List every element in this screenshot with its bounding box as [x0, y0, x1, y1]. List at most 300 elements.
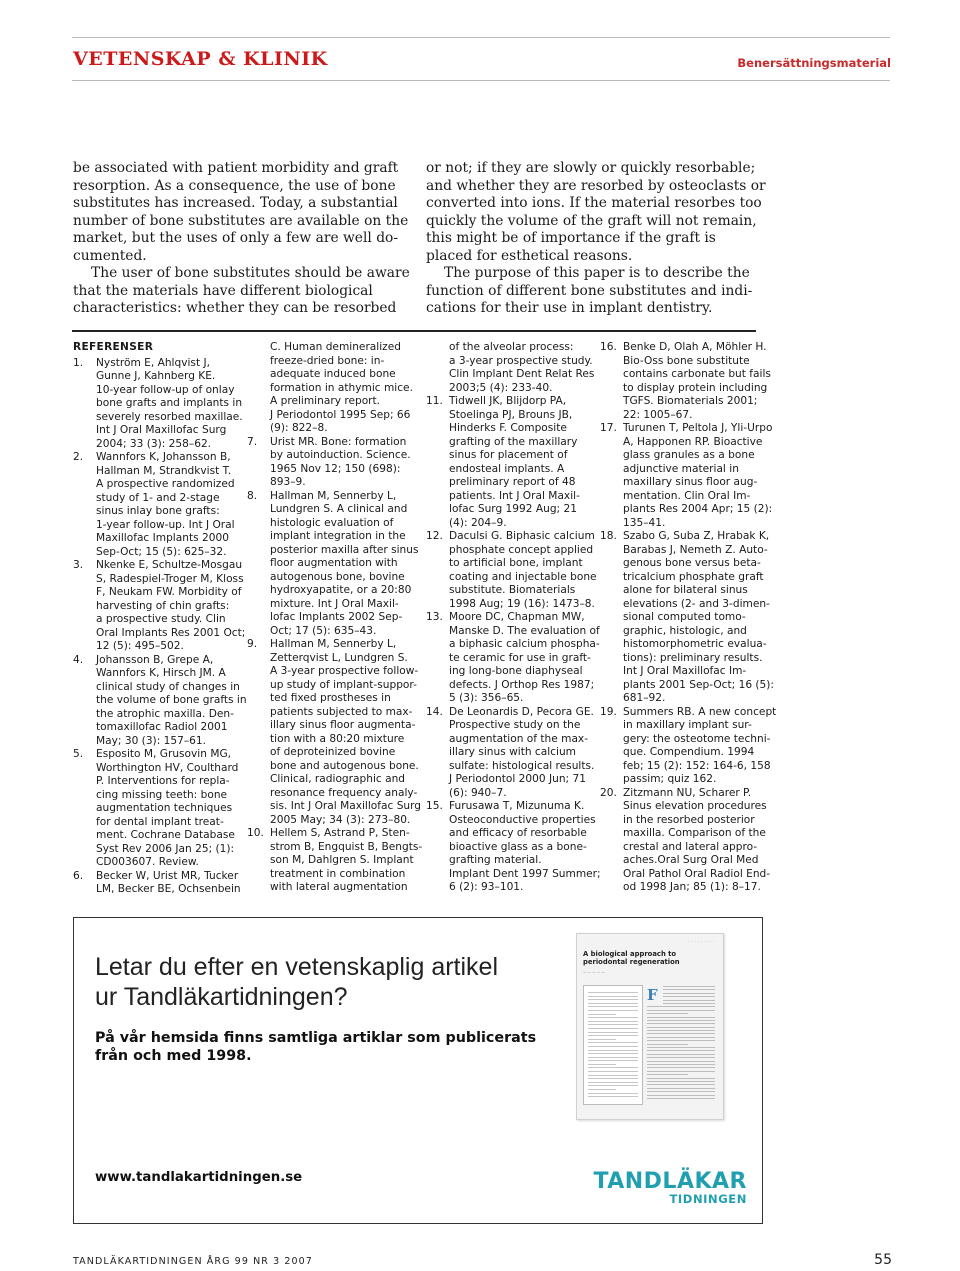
reference-line: clinical study of changes in	[96, 680, 240, 693]
reference-line: sional computed tomo-	[623, 611, 746, 623]
reference-number: 17.	[600, 422, 617, 434]
cover-abstract-line	[588, 996, 638, 997]
reference-line: passim; quiz 162.	[623, 773, 717, 785]
reference-line: formation in athymic mice.	[270, 381, 413, 394]
advertisement-box	[73, 917, 763, 1224]
section-title: VETENSKAP & KLINIK	[73, 48, 328, 70]
cover-abstract-line	[588, 1039, 616, 1040]
reference-line: 22: 1005–67.	[623, 408, 693, 421]
reference-number: 16.	[600, 341, 617, 353]
reference-line: Hallman M, Sennerby L,	[270, 489, 397, 502]
cover-text-line	[647, 1017, 715, 1018]
reference-line: Barabas J, Nemeth Z. Auto-	[623, 543, 768, 556]
reference-line: adequate induced bone	[270, 368, 396, 380]
reference-line: posterior maxilla after sinus	[270, 543, 419, 556]
reference-number: 13.	[426, 611, 443, 623]
reference-line: son M, Dahlgren S. Implant	[270, 854, 414, 866]
reference-number: 14.	[426, 705, 443, 718]
reference-line: maxillary sinus floor aug-	[623, 476, 758, 488]
reference-line: Bio-Oss bone substitute	[623, 354, 750, 367]
reference-line: 1965 Nov 12; 150 (698):	[270, 462, 401, 475]
cover-abstract-line	[588, 1075, 638, 1076]
reference-line: a biphasic calcium phospha-	[449, 638, 600, 650]
reference-number: 3.	[73, 559, 84, 571]
reference-item	[247, 341, 412, 436]
reference-line: Daculsi G. Biphasic calcium	[449, 530, 595, 542]
ad-website-link[interactable]: www.tandlakartidningen.se	[95, 1170, 303, 1185]
cover-abstract-line	[588, 1089, 616, 1090]
reference-item	[247, 489, 419, 639]
reference-number: 1.	[73, 356, 84, 369]
reference-line: harvesting of chin grafts:	[96, 599, 230, 612]
reference-item	[600, 530, 775, 706]
cover-abstract-line	[588, 1067, 638, 1068]
reference-line: defects. J Orthop Res 1987;	[449, 678, 595, 691]
reference-line: Benke D, Olah A, Möhler H.	[623, 341, 767, 353]
reference-number: 6.	[73, 869, 84, 882]
reference-line: Oral Implants Res 2001 Oct;	[96, 626, 246, 639]
reference-line: of deproteinized bovine	[270, 746, 396, 758]
reference-item	[426, 341, 595, 395]
reference-line: 5 (3): 356–65.	[449, 692, 524, 704]
references-column-2	[247, 341, 423, 895]
cover-abstract-line	[588, 1053, 638, 1054]
reference-line: Gunne J, Kahnberg KE.	[96, 370, 216, 382]
cover-abstract-line	[588, 1057, 638, 1058]
body-line: characteristics: whether they can be resorbed	[73, 300, 397, 316]
reference-line: Becker W, Urist MR, Tucker	[96, 869, 239, 882]
cover-text-line	[647, 1040, 715, 1041]
body-column-left	[73, 160, 413, 318]
cover-text-line	[647, 1078, 715, 1079]
reference-line: to display protein including	[623, 381, 768, 394]
reference-line: 12 (5): 495–502.	[96, 640, 184, 652]
reference-line: hydroxyapatite, or a 20:80	[270, 584, 412, 596]
reference-line: substitute. Biomaterials	[449, 584, 576, 596]
reference-item	[247, 827, 423, 895]
reference-line: 6 (2): 93–101.	[449, 881, 524, 893]
ad-subheading-line: från och med 1998.	[95, 1048, 252, 1064]
reference-item	[73, 559, 246, 654]
reference-line: May; 30 (3): 157–61.	[96, 734, 206, 747]
reference-line: Worthington HV, Coulthard	[96, 761, 239, 774]
cover-abstract-line	[588, 1082, 638, 1083]
reference-line: glass granules as a bone	[623, 449, 755, 461]
cover-text-line	[647, 1010, 715, 1011]
cover-abstract-line	[588, 1035, 638, 1036]
reference-item	[73, 869, 241, 897]
body-line: be associated with patient morbidity and graft	[73, 160, 399, 176]
body-paragraph	[426, 160, 766, 265]
reference-line: Hallman M, Strandkvist T.	[96, 464, 232, 477]
reference-item	[426, 800, 601, 895]
cover-abstract-line	[588, 1093, 638, 1094]
reference-line: the volume of bone grafts in	[96, 694, 247, 706]
cover-author-line: — — — — —	[583, 970, 605, 974]
cover-text-line	[647, 1071, 715, 1072]
reference-line: maxilla. Comparison of the	[623, 827, 766, 839]
cover-abstract-line	[588, 992, 638, 993]
reference-line: Sinus elevation procedures	[623, 800, 767, 812]
body-line: quickly the volume of the graft will not remain,	[426, 212, 757, 229]
reference-line: Implant Dent 1997 Summer;	[449, 867, 601, 880]
logo-line-2: TIDNINGEN	[669, 1192, 747, 1206]
reference-line: J Periodontol 2000 Jun; 71	[449, 773, 586, 785]
cover-abstract-line	[588, 1006, 638, 1007]
reference-line: mixture. Int J Oral Maxil-	[270, 597, 399, 610]
body-line: cumented.	[73, 247, 147, 264]
reference-line: Wannfors K, Johansson B,	[96, 451, 231, 463]
reference-line: que. Compendium. 1994	[623, 746, 755, 758]
reference-number: 19.	[600, 705, 617, 718]
reference-item	[600, 341, 771, 422]
reference-line: A 3-year prospective follow-	[270, 665, 419, 677]
reference-line: Summers RB. A new concept	[623, 705, 777, 718]
journal-footer: TANDLÄKARTIDNINGEN ÅRG 99 NR 3 2007	[73, 1256, 313, 1267]
body-paragraph	[426, 265, 766, 318]
reference-line: bioactive glass as a bone-	[449, 840, 587, 853]
body-line: for esthetical reasons.	[476, 247, 633, 264]
reference-line: Syst Rev 2006 Jan 25; (1):	[96, 842, 235, 855]
reference-line: Oct; 17 (5): 635–43.	[270, 624, 377, 637]
reference-line: floor augmentation with	[270, 557, 398, 569]
reference-line: sulfate: histological results.	[449, 759, 595, 772]
reference-line: Int J Oral Maxillofac Im-	[623, 665, 747, 677]
reference-line: of the alveolar process:	[449, 341, 574, 353]
reference-line: patients. Int J Oral Maxil-	[449, 489, 580, 502]
cover-abstract-line	[588, 1024, 638, 1025]
section-topic: Benersättningsmaterial	[737, 56, 891, 70]
reference-line: tricalcium phosphate graft	[623, 570, 764, 583]
reference-line: sinus for placement of	[449, 449, 568, 461]
reference-line: to artificial bone, implant	[449, 557, 583, 569]
cover-abstract-line	[588, 1017, 638, 1018]
reference-line: 135–41.	[623, 516, 666, 529]
reference-number: 20.	[600, 786, 617, 799]
header-top-rule	[72, 37, 890, 38]
reference-line: CD003607. Review.	[96, 856, 199, 868]
reference-line: and efficacy of resorbable	[449, 827, 587, 839]
reference-line: A prospective randomized	[96, 478, 235, 490]
reference-line: contains carbonate but fails	[623, 368, 771, 380]
cover-abstract-line	[588, 1010, 638, 1011]
reference-line: in maxillary implant sur-	[623, 719, 752, 731]
body-line: converted into ions. If the material resorbes too	[426, 195, 762, 211]
cover-text-line	[647, 1067, 715, 1068]
reference-line: Turunen T, Peltola J, Yli-Urpo	[623, 422, 773, 434]
reference-line: 2003;5 (4): 233-40.	[449, 381, 553, 394]
reference-line: 2004; 33 (3): 258–62.	[96, 437, 212, 450]
cover-abstract-line	[588, 1064, 616, 1065]
reference-line: Hallman M, Sennerby L,	[270, 638, 397, 650]
reference-line: Johansson B, Grepe A,	[96, 653, 214, 666]
cover-abstract-line	[588, 1042, 638, 1043]
cover-text-line	[647, 1037, 715, 1038]
reference-line: Tidwell JK, Blijdorp PA,	[449, 395, 567, 407]
reference-line: augmentation techniques	[96, 802, 233, 814]
reference-line: Hinderks F. Composite	[449, 422, 567, 434]
cover-abstract-line	[588, 1046, 638, 1047]
references-heading: REFERENSER	[73, 341, 154, 353]
cover-text-line	[663, 989, 715, 990]
reference-line: od 1998 Jan; 85 (1): 8–17.	[623, 881, 761, 893]
body-line: The purpose of this paper is to describe the	[444, 265, 750, 281]
reference-line: Clinical, radiographic and	[270, 773, 406, 785]
references-column-3	[426, 341, 601, 895]
body-paragraph	[73, 160, 413, 265]
reference-line: study of 1- and 2-stage	[96, 491, 220, 504]
reference-number: 2.	[73, 451, 84, 463]
cover-text-line	[647, 1023, 715, 1024]
reference-line: up study of implant-suppor-	[270, 678, 417, 691]
reference-line: 893–9.	[270, 476, 306, 488]
reference-line: ing long-bone diaphyseal	[449, 665, 583, 677]
reference-line: Maxillofac Implants 2000	[96, 532, 229, 544]
cover-abstract-line	[588, 1021, 638, 1022]
reference-line: alone for bilateral sinus	[623, 584, 748, 596]
cover-text-line	[647, 1027, 715, 1028]
cover-abstract-line	[588, 1060, 638, 1061]
cover-text-line	[663, 1003, 715, 1004]
reference-number: 7.	[247, 435, 258, 448]
reference-line: Urist MR. Bone: formation	[270, 435, 407, 448]
reference-line: A, Happonen RP. Bioactive	[623, 435, 763, 448]
reference-line: 10-year follow-up of onlay	[96, 383, 235, 396]
body-line: resorption. As a consequence, the use of bone	[73, 177, 396, 194]
reference-line: a 3-year prospective study.	[449, 354, 593, 367]
reference-line: 681–92.	[623, 692, 666, 704]
reference-line: in the resorbed posterior	[623, 813, 755, 826]
reference-line: J Periodontol 1995 Sep; 66	[270, 408, 411, 421]
reference-line: for dental implant treat-	[96, 815, 224, 828]
reference-line: tion with a 80:20 mixture	[270, 732, 405, 745]
reference-item	[73, 451, 233, 559]
reference-line: bone grafts and implants in	[96, 397, 243, 409]
reference-line: augmentation of the max-	[449, 732, 589, 745]
reference-number: 8.	[247, 489, 258, 502]
header-bottom-rule	[72, 80, 890, 81]
body-line: market, but the uses of only a few are well do-	[73, 230, 398, 246]
reference-line: gery: the osteotome techni-	[623, 732, 771, 745]
reference-item	[426, 611, 600, 706]
reference-line: (4): 204–9.	[449, 516, 507, 529]
reference-line: patients subjected to max-	[270, 705, 413, 718]
cover-text-line	[663, 993, 715, 994]
reference-line: Sep-Oct; 15 (5): 625–32.	[96, 545, 227, 558]
reference-line: (9): 822–8.	[270, 422, 328, 434]
cover-abstract-line	[588, 1078, 638, 1079]
cover-abstract-line	[588, 1014, 616, 1015]
reference-line: Nyström E, Ahlqvist J,	[96, 356, 210, 369]
reference-line: (6): 940–7.	[449, 786, 507, 799]
reference-line: 1-year follow-up. Int J Oral	[96, 518, 235, 531]
reference-line: histomorphometric evalua-	[623, 638, 767, 650]
reference-line: De Leonardis D, Pecora GE.	[449, 705, 594, 718]
reference-line: P. Interventions for repla-	[96, 775, 230, 787]
reference-line: strom B, Engquist B, Bengts-	[270, 840, 423, 853]
reference-line: feb; 15 (2): 152: 164-6, 158	[623, 759, 771, 772]
reference-item	[600, 786, 771, 895]
reference-line: ted fixed prostheses in	[270, 692, 391, 704]
reference-line: bone and autogenous bone.	[270, 759, 419, 772]
reference-line: Zitzmann NU, Scharer P.	[623, 786, 752, 799]
references-column-4	[600, 341, 777, 895]
reference-number: 9.	[247, 638, 258, 650]
reference-line: ment. Cochrane Database	[96, 829, 235, 841]
reference-line: adjunctive material in	[623, 462, 739, 475]
reference-item	[600, 705, 777, 787]
reference-number: 11.	[426, 395, 443, 407]
ad-heading-line: ur Tandläkartidningen?	[95, 983, 348, 1011]
reference-item	[73, 653, 247, 749]
reference-line: sis. Int J Oral Maxillofac Surg	[270, 800, 422, 812]
cover-kicker: · · · · · · · · ·	[688, 939, 715, 944]
reference-line: Manske D. The evaluation of	[449, 624, 600, 637]
cover-abstract-line	[588, 1050, 638, 1051]
reference-line: grafting material.	[449, 854, 542, 866]
reference-line: phosphate concept applied	[449, 543, 594, 556]
logo-line-1: TANDLÄKAR	[593, 1169, 747, 1194]
reference-line: sinus inlay bone grafts:	[96, 505, 220, 517]
reference-line: Osteoconductive properties	[449, 813, 596, 826]
reference-line: graphic, histologic, and	[623, 624, 747, 637]
reference-line: Stoelinga PJ, Brouns JB,	[449, 408, 573, 421]
reference-line: a prospective study. Clin	[96, 613, 226, 625]
cover-text-line	[647, 1057, 715, 1058]
cover-text-line	[647, 1054, 715, 1055]
reference-item	[247, 436, 412, 490]
body-line: and whether they are resorbed by osteoclasts or	[426, 177, 766, 194]
reference-line: illary sinus with calcium	[449, 746, 576, 758]
reference-line: S, Radespiel-Troger M, Kloss	[96, 572, 244, 585]
reference-line: endosteal implants. A	[449, 462, 565, 475]
reference-line: mentation. Clin Oral Im-	[623, 489, 751, 502]
ad-subheading	[95, 1029, 537, 1065]
reference-line: histologic evaluation of	[270, 516, 394, 529]
reference-line: 2005 May; 34 (3): 273–80.	[270, 813, 411, 826]
cover-text-line	[647, 1074, 688, 1075]
body-line: cations for their use in implant dentistry.	[426, 300, 713, 316]
reference-line: Int J Oral Maxillofac Surg	[96, 424, 227, 436]
reference-line: Zetterqvist L, Lundgren S.	[270, 651, 408, 664]
reference-number: 15.	[426, 800, 443, 812]
body-line: or not; if they are slowly or quickly resorbable;	[426, 160, 756, 176]
cover-abstract-line	[588, 1096, 638, 1097]
reference-number: 12.	[426, 530, 443, 542]
reference-line: tomaxillofac Radiol 2001	[96, 721, 228, 733]
reference-line: Furusawa T, Mizunuma K.	[449, 800, 585, 812]
reference-line: F, Neukam FW. Morbidity of	[96, 586, 242, 598]
reference-line: Esposito M, Grusovin MG,	[96, 748, 232, 760]
reference-number: 10.	[247, 827, 264, 839]
article-cover-thumbnail	[576, 933, 724, 1120]
reference-line: Oral Pathol Oral Radiol End-	[623, 867, 771, 880]
cover-text-line	[663, 986, 715, 987]
reference-line: severely resorbed maxillae.	[96, 410, 243, 423]
cover-text-line	[647, 1064, 715, 1065]
reference-number: 4.	[73, 653, 84, 666]
cover-text-line	[647, 1091, 715, 1092]
cover-text-line	[663, 996, 715, 997]
cover-abstract-line	[588, 1028, 638, 1029]
reference-line: Nkenke E, Schultze-Mosgau	[96, 559, 243, 571]
reference-line: LM, Becker BE, Ochsenbein	[96, 883, 241, 895]
reference-line: lofac Surg 1992 Aug; 21	[449, 503, 577, 515]
reference-item	[73, 356, 243, 452]
cover-text-line	[647, 1098, 715, 1099]
reference-number: 18.	[600, 530, 617, 542]
cover-text-line	[647, 1047, 715, 1048]
cover-text-lines	[647, 986, 715, 1106]
reference-line: Moore DC, Chapman MW,	[449, 611, 585, 623]
cover-text-line	[647, 1095, 715, 1096]
cover-text-line	[647, 1020, 715, 1021]
ad-heading	[95, 952, 515, 1012]
body-line: that the materials have different biological	[73, 282, 373, 299]
body-column-right	[426, 160, 766, 318]
reference-line: implant integration in the	[270, 530, 406, 542]
cover-abstract-line	[588, 1003, 638, 1004]
reference-line: Szabo G, Suba Z, Hrabak K,	[623, 530, 770, 542]
reference-line: A preliminary report.	[270, 395, 381, 407]
page-number: 55	[874, 1252, 892, 1268]
reference-line: Hellem S, Astrand P, Sten-	[270, 827, 410, 839]
cover-text-line	[647, 1013, 688, 1014]
cover-drop-cap: F	[647, 986, 658, 1004]
cover-abstract-line	[588, 999, 638, 1000]
reference-line: Wannfors K, Hirsch JM. A	[96, 667, 226, 679]
body-line: The user of bone substitutes should be aware	[91, 265, 410, 281]
cover-title: A biological approach to periodontal regeneration	[583, 950, 680, 966]
reference-line: by autoinduction. Science.	[270, 449, 411, 461]
reference-line: preliminary report of 48	[449, 476, 576, 488]
reference-line: coating and injectable bone	[449, 570, 597, 583]
body-line: substitutes has increased. Today, a substantial	[73, 195, 398, 211]
cover-text-line	[647, 1030, 715, 1031]
body-paragraph	[73, 265, 413, 318]
cover-abstract-line	[588, 1032, 638, 1033]
reference-item	[600, 422, 773, 530]
reference-line: the atrophic maxilla. Den-	[96, 707, 234, 720]
reference-item	[426, 705, 595, 801]
reference-line: genous bone versus beta-	[623, 557, 761, 569]
references-rule	[72, 330, 756, 332]
reference-line: te ceramic for use in graft-	[449, 651, 591, 664]
reference-item	[426, 530, 597, 611]
references-column-1	[73, 341, 247, 897]
reference-line: lofac Implants 2002 Sep-	[270, 611, 403, 623]
ad-subheading-line: På vår hemsida finns samtliga artiklar som publicerats	[95, 1030, 537, 1046]
reference-line: illary sinus floor augmenta-	[270, 719, 416, 731]
reference-line: freeze-dried bone: in-	[270, 354, 385, 367]
reference-line: autogenous bone, bovine	[270, 570, 405, 583]
reference-line: crestal and lateral appro-	[623, 840, 758, 853]
cover-text-line	[647, 1033, 715, 1034]
cover-text-line	[647, 1050, 715, 1051]
ad-heading-line: Letar du efter en vetenskaplig artikel	[95, 953, 499, 981]
reference-line: tions): preliminary results.	[623, 651, 763, 664]
cover-text-line	[647, 1061, 715, 1062]
reference-item	[426, 395, 591, 530]
reference-line: cing missing teeth: bone	[96, 788, 228, 801]
cover-text-line	[663, 1000, 715, 1001]
tandlakartidningen-logo	[577, 1171, 747, 1206]
reference-line: aches.Oral Surg Oral Med	[623, 854, 759, 866]
reference-line: plants 2001 Sep-Oct; 16 (5):	[623, 678, 775, 691]
cover-text-line	[647, 1044, 688, 1045]
reference-line: C. Human demineralized	[270, 341, 401, 353]
reference-line: resonance frequency analy-	[270, 786, 418, 799]
